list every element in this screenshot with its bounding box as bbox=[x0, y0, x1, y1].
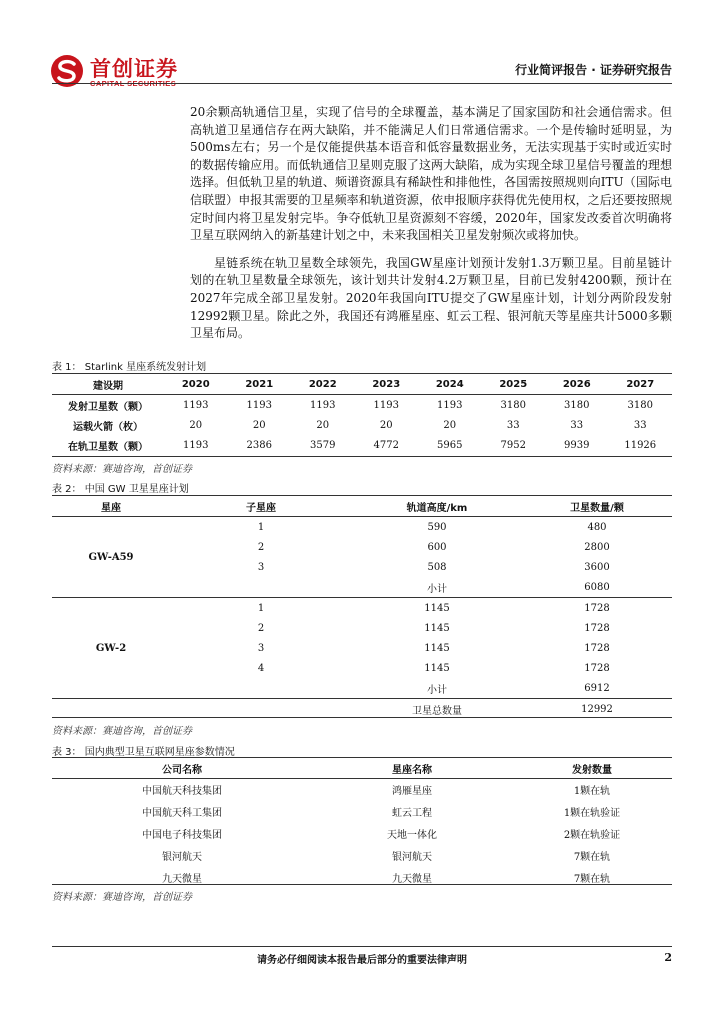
table1-bottom-rule bbox=[52, 456, 672, 457]
table-header-cell: 2022 bbox=[308, 378, 337, 390]
table2-bottom-rule bbox=[52, 717, 672, 718]
table-cell: 1728 bbox=[584, 602, 610, 614]
table3-bottom-rule bbox=[52, 884, 672, 885]
table-cell: 3180 bbox=[564, 399, 590, 411]
table-row bbox=[52, 867, 672, 889]
table-cell: 九天微星 bbox=[162, 874, 202, 885]
table-cell: 480 bbox=[587, 521, 607, 533]
table-header-row bbox=[52, 374, 672, 395]
table-header-cell: 公司名称 bbox=[162, 764, 202, 776]
table-cell: 2800 bbox=[584, 541, 610, 553]
page-number: 2 bbox=[664, 951, 672, 964]
table-cell: 银河航天 bbox=[162, 852, 202, 863]
table-cell: 2 bbox=[257, 622, 265, 634]
table-row bbox=[52, 517, 672, 538]
constellation-group-label: GW-A59 bbox=[88, 551, 134, 563]
table-cell: 虹云工程 bbox=[392, 808, 432, 819]
table-row bbox=[52, 415, 672, 435]
table1-source: 资料来源：赛迪咨询，首创证券 bbox=[52, 464, 192, 475]
table-cell: 1193 bbox=[373, 399, 399, 411]
table-cell: 银河航天 bbox=[392, 852, 432, 863]
table-cell: 11926 bbox=[624, 439, 657, 451]
table-cell: 2 bbox=[257, 541, 265, 553]
table-cell: 1145 bbox=[424, 662, 450, 674]
table-cell: 6912 bbox=[584, 682, 610, 694]
table-cell: 1728 bbox=[584, 622, 610, 634]
row-label: 运载火箭（枚） bbox=[73, 421, 143, 433]
table-cell: 1193 bbox=[437, 399, 463, 411]
table-header-row bbox=[52, 758, 672, 779]
table-cell: 1颗在轨 bbox=[573, 786, 611, 798]
table-cell: 1728 bbox=[584, 642, 610, 654]
row-label: 发射卫星数（颗） bbox=[68, 401, 148, 413]
paragraph-2: 星链系统在轨卫星数全球领先，我国GW星座计划预计发射1.3万颗卫星。目前星链计划的在轨卫星数量全球领先，该计划共计发射4.2万颗卫星，目前已发射4200颗，预计在2027年完成全部卫星发射。2020年我国向ITU提交了GW星座计划，计划分两阶段发射12992颗卫星。除此之外，我国还有鸿雁星座、虹云工程、银河航天等星座共计5000多颗卫星布局。 bbox=[190, 255, 672, 341]
table-cell: 590 bbox=[427, 521, 447, 533]
table-cell: 33 bbox=[506, 419, 520, 431]
table-cell: 3180 bbox=[627, 399, 653, 411]
table-cell bbox=[52, 699, 170, 720]
table3-caption: 表 3： 国内典型卫星互联网星座参数情况 bbox=[52, 747, 235, 758]
body-text bbox=[190, 104, 672, 343]
table2-source: 资料来源：赛迪咨询，首创证券 bbox=[52, 726, 192, 737]
table-header-cell: 卫星数量/颗 bbox=[570, 502, 624, 514]
table-row bbox=[52, 823, 672, 845]
table-cell bbox=[170, 699, 352, 720]
table-cell: 3600 bbox=[584, 561, 610, 573]
table-cell: 7颗在轨 bbox=[573, 874, 611, 885]
paragraph-1: 20余颗高轨通信卫星，实现了信号的全球覆盖，基本满足了国家国防和社会通信需求。但高轨道卫星通信存在两大缺陷，并不能满足人们日常通信需求。一个是传输时延明显，为500ms左右；另一个是仅能提供基本语音和低容量数据业务，无法实现基于实时或近实时的数据传输应用。而低轨通信卫星则克服了这两大缺陷，成为实现全球卫星信号覆盖的理想选择。但低轨卫星的轨道、频谱资源具有稀缺性和排他性，各国需按照规则向ITU（国际电信联盟）申报其需要的卫星频率和轨道资源，依申报顺序获得优先使用权，之后还要按照规定时间内将卫星发射完毕。争夺低轨卫星资源刻不容缓，2020年，国家发改委首次明确将卫星互联网纳入的新基建计划之中，未来我国相关卫星发射频次或将加快。 bbox=[190, 105, 672, 243]
table-header-cell: 发射数量 bbox=[572, 764, 612, 776]
table2-caption: 表 2： 中国 GW 卫星星座计划 bbox=[52, 484, 189, 495]
constellation-group-label: GW-2 bbox=[95, 642, 127, 654]
table-header-cell: 建设期 bbox=[93, 380, 123, 392]
table-cell: 2颗在轨验证 bbox=[563, 830, 621, 841]
table-cell: 3579 bbox=[310, 439, 336, 451]
table-cell: 1 bbox=[257, 602, 265, 614]
table-header-cell: 2023 bbox=[372, 378, 401, 390]
table-cell: 20 bbox=[316, 419, 330, 431]
table-cell: 20 bbox=[252, 419, 266, 431]
table-cell: 600 bbox=[427, 541, 447, 553]
legal-notice: 请务必仔细阅读本报告最后部分的重要法律声明 bbox=[257, 955, 467, 966]
table-cell: 4772 bbox=[373, 439, 399, 451]
table-cell: 4 bbox=[257, 662, 265, 674]
starlink-launch-table bbox=[52, 374, 672, 455]
table-header-cell: 子星座 bbox=[246, 502, 276, 514]
total-row bbox=[52, 699, 672, 720]
table-cell: 九天微星 bbox=[392, 874, 432, 885]
domestic-constellation-table bbox=[52, 758, 672, 889]
table-cell: 3 bbox=[257, 642, 265, 654]
footer-divider bbox=[52, 946, 672, 947]
table-cell: 7952 bbox=[500, 439, 526, 451]
table-header-cell: 2026 bbox=[562, 378, 591, 390]
table-cell bbox=[170, 678, 352, 699]
table-cell: 1145 bbox=[424, 622, 450, 634]
table-cell: 5965 bbox=[437, 439, 463, 451]
table-cell: 中国电子科技集团 bbox=[142, 830, 222, 841]
table-header-row bbox=[52, 496, 672, 517]
table-cell: 33 bbox=[633, 419, 647, 431]
table-header-cell: 2027 bbox=[626, 378, 655, 390]
table-cell: 9939 bbox=[564, 439, 590, 451]
table-cell: 20 bbox=[189, 419, 203, 431]
table-header-cell: 2025 bbox=[499, 378, 528, 390]
table-cell: 1193 bbox=[183, 399, 209, 411]
table3-source: 资料来源：赛迪咨询，首创证券 bbox=[52, 892, 192, 903]
subtotal-label: 小计 bbox=[427, 684, 447, 696]
table-cell: 3180 bbox=[500, 399, 526, 411]
table-row bbox=[52, 435, 672, 455]
table-row bbox=[52, 598, 672, 619]
table-cell: 20 bbox=[379, 419, 393, 431]
table-cell: 1193 bbox=[183, 439, 209, 451]
table-cell: 33 bbox=[570, 419, 584, 431]
table-cell: 508 bbox=[427, 561, 447, 573]
table1-caption: 表 1： Starlink 星座系统发射计划 bbox=[52, 362, 207, 373]
table-cell: 中国航天科技集团 bbox=[142, 786, 222, 798]
table-cell: 7颗在轨 bbox=[573, 852, 611, 863]
table-cell: 中国航天科工集团 bbox=[142, 808, 222, 819]
gw-constellation-table bbox=[52, 496, 672, 719]
table-header-cell: 2020 bbox=[181, 378, 210, 390]
table-header-cell: 星座名称 bbox=[392, 764, 432, 776]
table-cell: 6080 bbox=[584, 581, 610, 593]
row-label: 在轨卫星数（颗） bbox=[68, 441, 148, 453]
table-header-cell: 2024 bbox=[435, 378, 464, 390]
table-header-cell: 星座 bbox=[101, 502, 121, 514]
table-row bbox=[52, 395, 672, 416]
header-divider bbox=[52, 83, 672, 84]
table-cell: 1145 bbox=[424, 602, 450, 614]
table-cell: 2386 bbox=[246, 439, 272, 451]
table-row bbox=[52, 779, 672, 801]
table-cell: 1728 bbox=[584, 662, 610, 674]
table-cell: 天地一体化 bbox=[387, 830, 437, 841]
table-row bbox=[52, 801, 672, 823]
table-cell bbox=[170, 577, 352, 598]
logo-chinese-name: 首创证券 bbox=[90, 57, 178, 81]
logo-english-name: CAPITAL SECURITIES bbox=[90, 79, 177, 88]
table-cell: 1 bbox=[257, 521, 265, 533]
table-cell: 1193 bbox=[310, 399, 336, 411]
total-value: 12992 bbox=[581, 703, 613, 715]
table-header-cell: 2021 bbox=[245, 378, 274, 390]
table-cell: 3 bbox=[257, 561, 265, 573]
table-header-cell: 轨道高度/km bbox=[406, 502, 468, 514]
table-row bbox=[52, 845, 672, 867]
table-cell: 1193 bbox=[246, 399, 272, 411]
company-logo bbox=[50, 52, 230, 90]
table-cell: 1颗在轨验证 bbox=[563, 808, 621, 819]
table-cell: 20 bbox=[443, 419, 457, 431]
subtotal-label: 小计 bbox=[427, 583, 447, 595]
report-type-title: 行业简评报告 · 证券研究报告 bbox=[515, 63, 672, 77]
total-label: 卫星总数量 bbox=[412, 705, 462, 717]
table-cell: 1145 bbox=[424, 642, 450, 654]
table-cell: 鸿雁星座 bbox=[392, 786, 432, 798]
